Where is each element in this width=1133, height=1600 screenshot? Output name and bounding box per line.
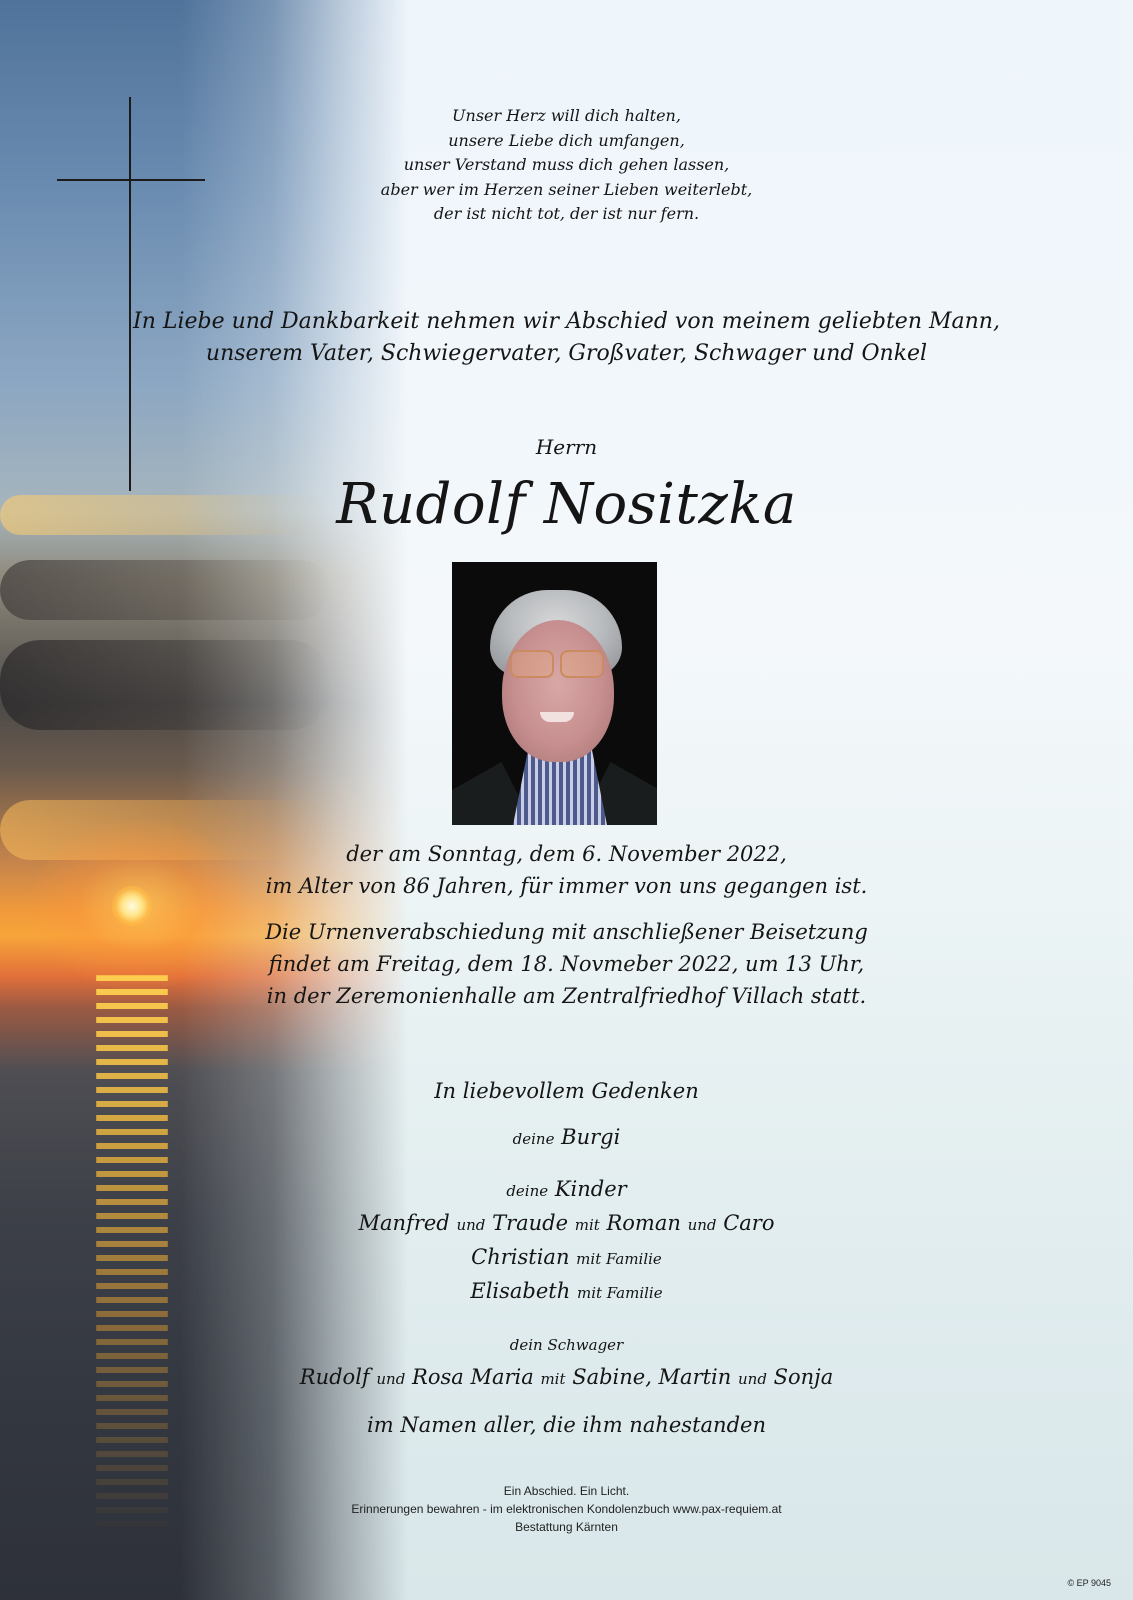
conjunction: und [687, 1216, 717, 1234]
poem-line: der ist nicht tot, der ist nur fern. [433, 204, 700, 224]
wife-line [0, 1121, 1133, 1155]
portrait-glasses [560, 650, 604, 678]
ceremony-notice [0, 916, 1133, 1012]
mourner-name: Sabine, Martin [572, 1365, 732, 1389]
remembrance-line: In liebevollem Gedenken [434, 1079, 699, 1103]
portrait-face [502, 620, 614, 762]
poem-line: aber wer im Herzen seiner Lieben weiterlebt, [380, 179, 753, 199]
mourner-name: Manfred [358, 1211, 450, 1235]
deceased-name: Rudolf Nositzka [336, 472, 797, 537]
poem-line: unsere Liebe dich umfangen, [448, 130, 685, 150]
ceremony-line: findet am Freitag, dem 18. Novmeber 2022, um 13 Uhr, [268, 952, 865, 976]
portrait-glasses [510, 650, 554, 678]
mourner-name: Elisabeth [470, 1279, 571, 1303]
poem-line: Unser Herz will dich halten, [452, 106, 681, 125]
ceremony-line: in der Zeremonienhalle am Zentralfriedhof Villach statt. [266, 984, 867, 1008]
death-notice [0, 838, 1133, 902]
conjunction: und [738, 1370, 767, 1388]
mourner-name: Sonja [773, 1365, 834, 1389]
print-code: © EP 9045 [1067, 1578, 1111, 1588]
footer-slogan: Ein Abschied. Ein Licht. [503, 1484, 630, 1498]
cloud [0, 560, 330, 620]
portrait-smile [540, 712, 574, 722]
family-suffix: mit Familie [576, 1284, 663, 1302]
children-line [0, 1241, 1133, 1275]
wife-name: Burgi [561, 1125, 621, 1149]
footer-undertaker: Bestattung Kärnten [515, 1520, 618, 1534]
cloud [0, 640, 330, 730]
footer-condolence-link[interactable]: Erinnerungen bewahren - im elektronischen Kondolenzbuch www.pax-requiem.at [351, 1502, 782, 1516]
footer [0, 1482, 1133, 1536]
ceremony-line: Die Urnenverabschiedung mit anschließener Beisetzung [265, 920, 868, 944]
honorific: Herrn [535, 435, 598, 459]
mourner-name: Roman [606, 1211, 681, 1235]
mourners [0, 1075, 1133, 1441]
farewell-line: In Liebe und Dankbarkeit nehmen wir Abschied von meinem geliebten Mann, [133, 309, 1000, 334]
mourner-name: Christian [471, 1245, 570, 1269]
poem-line: unser Verstand muss dich gehen lassen, [403, 155, 730, 175]
poem [0, 104, 1133, 227]
conjunction: und [456, 1216, 486, 1234]
death-notice-line: der am Sonntag, dem 6. November 2022, [346, 842, 787, 866]
brother-in-law-heading [0, 1327, 1133, 1361]
children-line [0, 1275, 1133, 1309]
brother-in-law-label: dein Schwager [509, 1336, 624, 1354]
mourner-name: Caro [723, 1211, 775, 1235]
mourner-name: Rosa Maria [412, 1365, 534, 1389]
children-heading [0, 1173, 1133, 1207]
mourner-name: Rudolf [299, 1365, 370, 1389]
conjunction: und [376, 1370, 406, 1388]
brother-in-law-line [0, 1361, 1133, 1395]
farewell-text [0, 306, 1133, 370]
farewell-line: unserem Vater, Schwiegervater, Großvater, Schwager und Onkel [205, 341, 928, 366]
all-mourners-line: im Namen aller, die ihm nahestanden [367, 1413, 766, 1437]
death-notice-line: im Alter von 86 Jahren, für immer von uns gegangen ist. [265, 874, 868, 898]
conjunction: mit [574, 1216, 600, 1234]
portrait-photo [452, 562, 657, 825]
children-label: Kinder [554, 1177, 627, 1201]
conjunction: mit [540, 1370, 566, 1388]
wife-prefix: deine [512, 1130, 555, 1148]
mourner-name: Traude [492, 1211, 569, 1235]
children-prefix: deine [506, 1182, 549, 1200]
family-suffix: mit Familie [576, 1250, 662, 1268]
children-line [0, 1207, 1133, 1241]
